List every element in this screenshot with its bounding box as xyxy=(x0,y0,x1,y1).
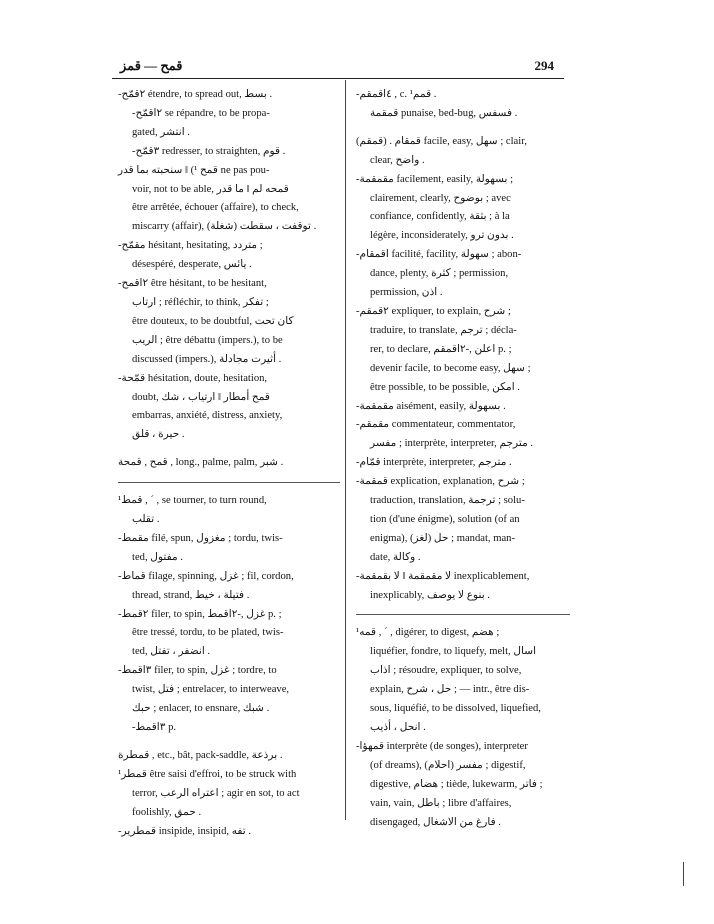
entry-line: digestive, هضام ; tiède, lukewarm, فاتر ; xyxy=(370,778,543,790)
entry-line: doubt, قمح أمطار ‖ ارتياب ، شك xyxy=(132,391,270,403)
dictionary-entry xyxy=(356,133,570,171)
entry-line: -قمّحة hésitation, doute, hesitation, xyxy=(118,372,268,384)
right-column xyxy=(356,86,570,832)
entry-line: inexplicably, بنوع لا يوصف . xyxy=(370,589,490,601)
entry-line: انحل ، أذيب . xyxy=(370,722,426,733)
entry-line: -قمّام interprète, interpreter, مترجم . xyxy=(356,457,512,469)
dictionary-entry xyxy=(118,370,340,446)
entry-line: gated, انتشر . xyxy=(132,126,190,138)
header-guide-word: قمح — قمز xyxy=(120,58,183,73)
entry-line: -قماط filage, spinning, غزل ; fil, cordon, xyxy=(118,570,294,582)
entry-line: -مقمط filé, spun, مغزول ; tordu, twis- xyxy=(118,532,283,544)
entry-line: ¹قمطر être saisi d'effroi, to be struck with xyxy=(118,768,297,780)
entry-line: clear, واضح . xyxy=(370,154,425,166)
dictionary-entry xyxy=(118,568,340,606)
entry-line: -٢اقمح être hésitant, to be hesitant, xyxy=(118,278,267,290)
entry-line: قمقمة punaise, bed-bug, فسفس . xyxy=(370,107,518,119)
dictionary-entry xyxy=(118,275,340,370)
entry-line: terror, اعتراه الرعب ; agir en sot, to act xyxy=(132,787,300,799)
entry-line: désespéré, desperate, يائس . xyxy=(132,259,252,271)
entry-line: clairement, clearly, بوضوح ; avec xyxy=(370,192,511,204)
entry-line: tion (d'une énigme), solution (of an xyxy=(370,513,520,525)
entry-line: -٣اقمط filer, to spin, غزل ; tordre, to xyxy=(118,665,277,677)
entry-line: مفسر ; interprète, interpreter, مترجم . xyxy=(370,438,534,450)
dictionary-entry xyxy=(118,530,340,568)
entry-line: twist, فتل ; entrelacer, to interweave, xyxy=(132,684,290,696)
dictionary-entry xyxy=(356,246,570,303)
margin-mark xyxy=(683,862,684,886)
entry-line: devenir facile, to become easy, سهل ; xyxy=(370,362,531,374)
entry-line: traduction, translation, ترجمة ; solu- xyxy=(370,495,525,507)
entry-line: rer, to declare, اعلن ,-٢اقمقم p. ; xyxy=(370,343,512,355)
dictionary-entry xyxy=(118,662,340,738)
entry-line: ted, مفتول . xyxy=(132,551,183,563)
dictionary-entry xyxy=(118,237,340,275)
dictionary-entry xyxy=(356,86,570,124)
entry-line: تقلب . xyxy=(132,514,160,526)
entry-line: -٢قمقم expliquer, to explain, شرح ; xyxy=(356,305,511,317)
entry-line: dance, plenty, كثرة ; permission, xyxy=(370,268,509,280)
entry-line: explain, حل ، شرح ; — intr., être dis- xyxy=(370,684,530,696)
dictionary-entry xyxy=(118,454,340,473)
entry-line: اذاب ; résoudre, expliquer, to solve, xyxy=(370,665,522,677)
entry-line: liquéfier, fondre, to liquefy, melt, اسال xyxy=(370,646,537,658)
entry-line: -مقمقمة facilement, easily, بسهولة ; xyxy=(356,173,514,185)
entry-line: ارتاب ; réfléchir, to think, تفكر ; xyxy=(132,296,269,308)
entry-line: embarras, anxiété, distress, anxiety, xyxy=(132,410,283,422)
entry-line: voir, not to be able, قمحه لم ‖ ما قدر xyxy=(132,183,289,195)
entry-line: -قمهؤا interprète (de songes), interpreter xyxy=(356,740,528,752)
entry-line: enigma), حل (لغز) ; mandat, man- xyxy=(370,532,515,544)
page-number: 294 xyxy=(534,58,554,73)
entry-line: حبك ; enlacer, to ensnare, شبك . xyxy=(132,703,270,715)
entry-line: ¹قمه , ˊ , digérer, to digest, هضم ; xyxy=(356,627,500,639)
dictionary-entry xyxy=(118,747,340,766)
entry-line: قمح , قمحة , long., palme, palm, شبر . xyxy=(118,457,284,469)
dictionary-entry xyxy=(118,823,340,842)
entry-line: permission, اذن . xyxy=(370,287,443,299)
entry-line: (قمقم) . قمقام facile, easy, سهل ; clair, xyxy=(356,135,527,147)
entry-line: être possible, to be possible, امكن . xyxy=(370,381,520,393)
header-rule xyxy=(112,78,564,79)
entry-line: -مقمقم commentateur, commentator, xyxy=(356,419,516,431)
dictionary-entry xyxy=(356,454,570,473)
dictionary-entry xyxy=(356,303,570,398)
entry-line: discussed (impers.), أثيرت مجادلة . xyxy=(132,353,282,365)
entry-line: ted, انضفر ، تفتل . xyxy=(132,646,211,658)
entry-line: date, وكالة . xyxy=(370,551,421,563)
entry-line: قمطرة , etc., bât, pack-saddle, برذعة . xyxy=(118,749,283,761)
entry-line: être douteux, to be doubtful, كان تحت xyxy=(132,315,294,327)
dictionary-entry xyxy=(118,766,340,823)
dictionary-entry xyxy=(356,568,570,606)
entry-line: sous, liquéfié, to be dissolved, liquefied, xyxy=(370,703,541,715)
dictionary-entry xyxy=(356,738,570,833)
entry-line: être arrêtée, échouer (affaire), to check, xyxy=(132,202,299,214)
entry-line: foolishly, حمق . xyxy=(132,806,202,818)
entry-line: -لا مقمقمة ‖ لا بقمقمة inexplicablement, xyxy=(356,570,530,582)
entry-line: -٣قمّح redresser, to straighten, قوم . xyxy=(132,145,286,157)
dictionary-entry xyxy=(356,473,570,568)
dictionary-entry xyxy=(118,162,340,238)
entry-line: (of dreams), مفسر (احلام) ; digestif, xyxy=(370,759,526,771)
column-divider xyxy=(345,80,346,820)
entry-line: -٢قمّح étendre, to spread out, بسط . xyxy=(118,89,273,100)
entry-line: -٤اقمقم , c. ¹قمم . xyxy=(356,89,437,100)
entry-line: حيرة ، قلق . xyxy=(132,429,185,441)
entry-line: être tressé, tordu, to be plated, twis- xyxy=(132,627,284,639)
entry-line: miscarry (affair), توقفت ، سقطت (شغلة) . xyxy=(132,221,317,233)
dictionary-entry xyxy=(118,86,340,162)
dictionary-entry xyxy=(356,614,570,737)
entry-line: traduire, to translate, ترجم ; décla- xyxy=(370,324,517,336)
entry-line: disengaged, فارغ من الاشغال . xyxy=(370,816,501,828)
entry-line: légère, inconsiderately, بدون ترو . xyxy=(370,230,514,242)
entry-line: thread, strand, فتيلة ، خيط . xyxy=(132,589,250,601)
entry-line: -اقمقام facilité, facility, سهولة ; abon- xyxy=(356,249,522,261)
dictionary-entry xyxy=(356,171,570,247)
entry-line: -مقمقمة aisément, easily, بسهولة . xyxy=(356,400,506,412)
entry-line: الريب ; être débattu (impers.), to be xyxy=(132,334,283,346)
entry-line: ¹قمط , ˊ , se tourner, to turn round, xyxy=(118,495,267,507)
dictionary-entry xyxy=(356,398,570,417)
dictionary-entry xyxy=(118,606,340,663)
dictionary-entry xyxy=(118,482,340,530)
entry-line: -مقمّح hésitant, hesitating, متردد ; xyxy=(118,240,263,252)
entry-line: قمح ¹) ‖ سنحبته بما قدر ne pas pou- xyxy=(118,164,270,176)
dictionary-entry xyxy=(356,416,570,454)
entry-line: -٣اقمط p. xyxy=(132,722,177,733)
entry-line: -٢اقمّح se répandre, to be propa- xyxy=(132,107,270,119)
entry-line: vain, vain, باطل ; libre d'affaires, xyxy=(370,797,512,809)
left-column xyxy=(118,86,340,841)
entry-line: -٢قمط filer, to spin, غزل ,-٢اقمط p. ; xyxy=(118,608,282,620)
entry-line: -قمقمة explication, explanation, شرح ; xyxy=(356,476,525,488)
entry-line: -قمطرير insipide, insipid, تفه . xyxy=(118,825,251,837)
entry-line: confiance, confidently, بثقة ; à la xyxy=(370,211,510,223)
